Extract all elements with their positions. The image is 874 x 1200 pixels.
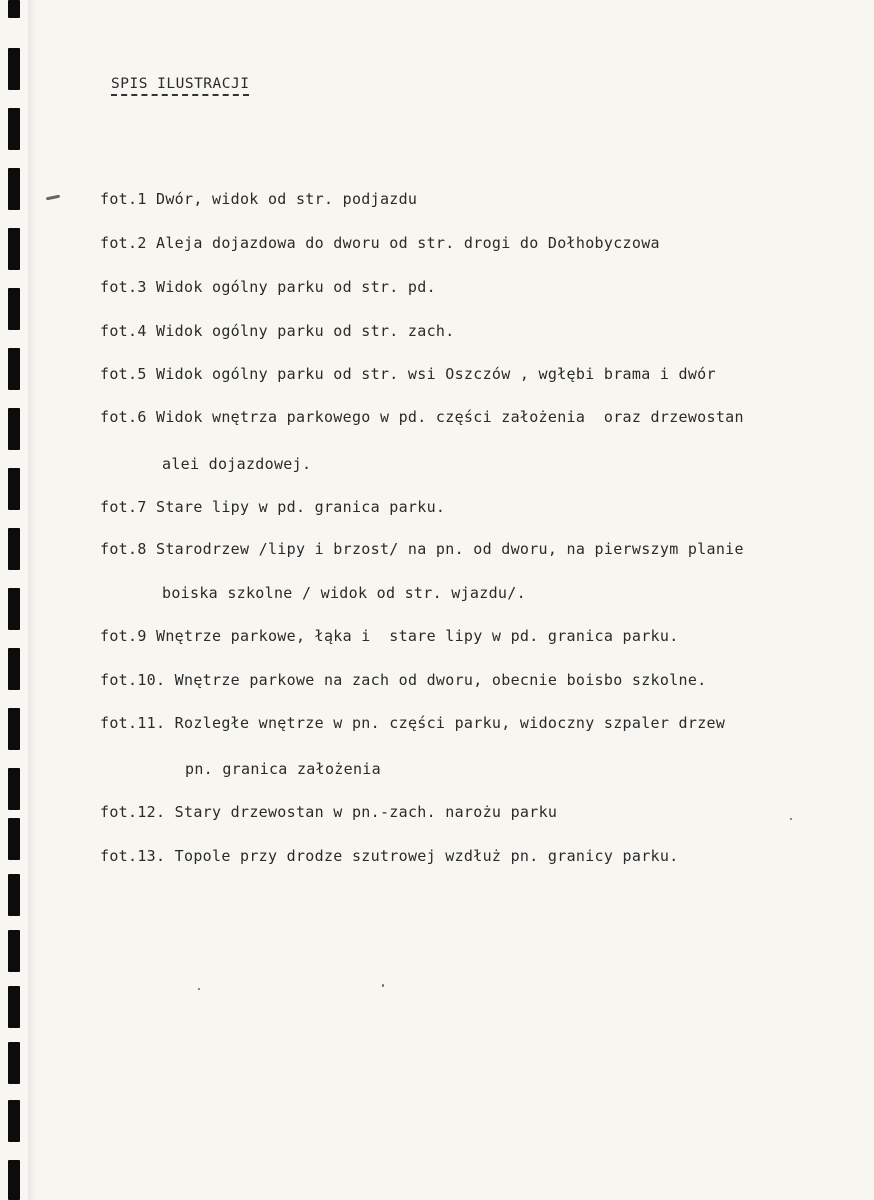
list-item (100, 627, 679, 645)
list-item (100, 671, 707, 689)
punch-hole (8, 708, 20, 750)
punch-hole (8, 818, 20, 860)
entry-text: Stare lipy w pd. granica parku. (156, 498, 446, 516)
list-item (100, 540, 744, 558)
punch-hole (8, 288, 20, 330)
punch-hole (8, 874, 20, 916)
punch-hole (8, 648, 20, 690)
entry-label: fot.6 (100, 408, 147, 426)
page-edge-shadow (28, 0, 36, 1200)
punch-hole (8, 986, 20, 1028)
list-item (100, 498, 445, 516)
entry-text: Widok ogólny parku od str. zach. (156, 322, 455, 340)
entry-text: Rozległe wnętrze w pn. części parku, widoczny szpaler drzew (174, 714, 726, 732)
page-title (111, 76, 249, 96)
entry-text: Widok ogólny parku od str. pd. (156, 278, 436, 296)
punch-hole (8, 408, 20, 450)
entry-label: fot.2 (100, 234, 147, 252)
punch-hole (8, 228, 20, 270)
paper-mark (46, 195, 60, 201)
punch-hole (8, 0, 20, 18)
punch-hole (8, 48, 20, 90)
punch-hole (8, 1160, 20, 1200)
entry-text: Wnętrze parkowe na zach od dworu, obecnie boisbo szkolne. (174, 671, 707, 689)
list-item (100, 234, 660, 252)
punch-hole (8, 1100, 20, 1142)
entry-label: fot.11. (100, 714, 166, 732)
entry-label: fot.1 (100, 190, 147, 208)
entry-text: Starodrzew /lipy i brzost/ na pn. od dworu, na pierwszym planie (156, 540, 744, 558)
punch-hole (8, 348, 20, 390)
punch-hole (8, 168, 20, 210)
punch-hole (8, 468, 20, 510)
entry-text: Aleja dojazdowa do dworu od str. drogi do Dołhobyczowa (156, 234, 660, 252)
paper-speck (382, 984, 384, 987)
list-item (100, 365, 716, 383)
punch-hole (8, 528, 20, 570)
entry-continuation: alei dojazdowej. (162, 455, 312, 473)
entry-continuation: pn. granica założenia (185, 760, 381, 778)
punch-hole (8, 588, 20, 630)
entry-label: fot.13. (100, 847, 166, 865)
entry-label: fot.4 (100, 322, 147, 340)
entry-text: Stary drzewostan w pn.-zach. narożu parku (174, 803, 558, 821)
list-item (100, 408, 744, 426)
entry-text: Widok ogólny parku od str. wsi Oszczów , wgłębi brama i dwór (156, 365, 716, 383)
entry-label: fot.10. (100, 671, 166, 689)
punch-hole (8, 108, 20, 150)
entry-text: Topole przy drodze szutrowej wzdłuż pn. granicy parku. (174, 847, 679, 865)
entry-label: fot.7 (100, 498, 147, 516)
list-item (100, 847, 679, 865)
entry-label: fot.8 (100, 540, 147, 558)
entry-label: fot.5 (100, 365, 147, 383)
paper-speck (790, 818, 792, 820)
binding-margin (0, 0, 30, 1200)
punch-hole (8, 930, 20, 972)
entry-label: fot.9 (100, 627, 147, 645)
list-item (100, 803, 557, 821)
entry-text: Dwór, widok od str. podjazdu (156, 190, 418, 208)
punch-hole (8, 768, 20, 810)
entry-text: Wnętrze parkowe, łąka i stare lipy w pd. granica parku. (156, 627, 679, 645)
entry-label: fot.3 (100, 278, 147, 296)
punch-hole (8, 1042, 20, 1084)
paper-speck (198, 988, 200, 990)
entry-continuation: boiska szkolne / widok od str. wjazdu/. (162, 584, 526, 602)
entry-text: Widok wnętrza parkowego w pd. części założenia oraz drzewostan (156, 408, 744, 426)
entry-label: fot.12. (100, 803, 166, 821)
list-item (100, 190, 417, 208)
page-title-text: SPIS ILUSTRACJI (111, 76, 249, 96)
list-item (100, 322, 455, 340)
list-item (100, 714, 725, 732)
list-item (100, 278, 436, 296)
